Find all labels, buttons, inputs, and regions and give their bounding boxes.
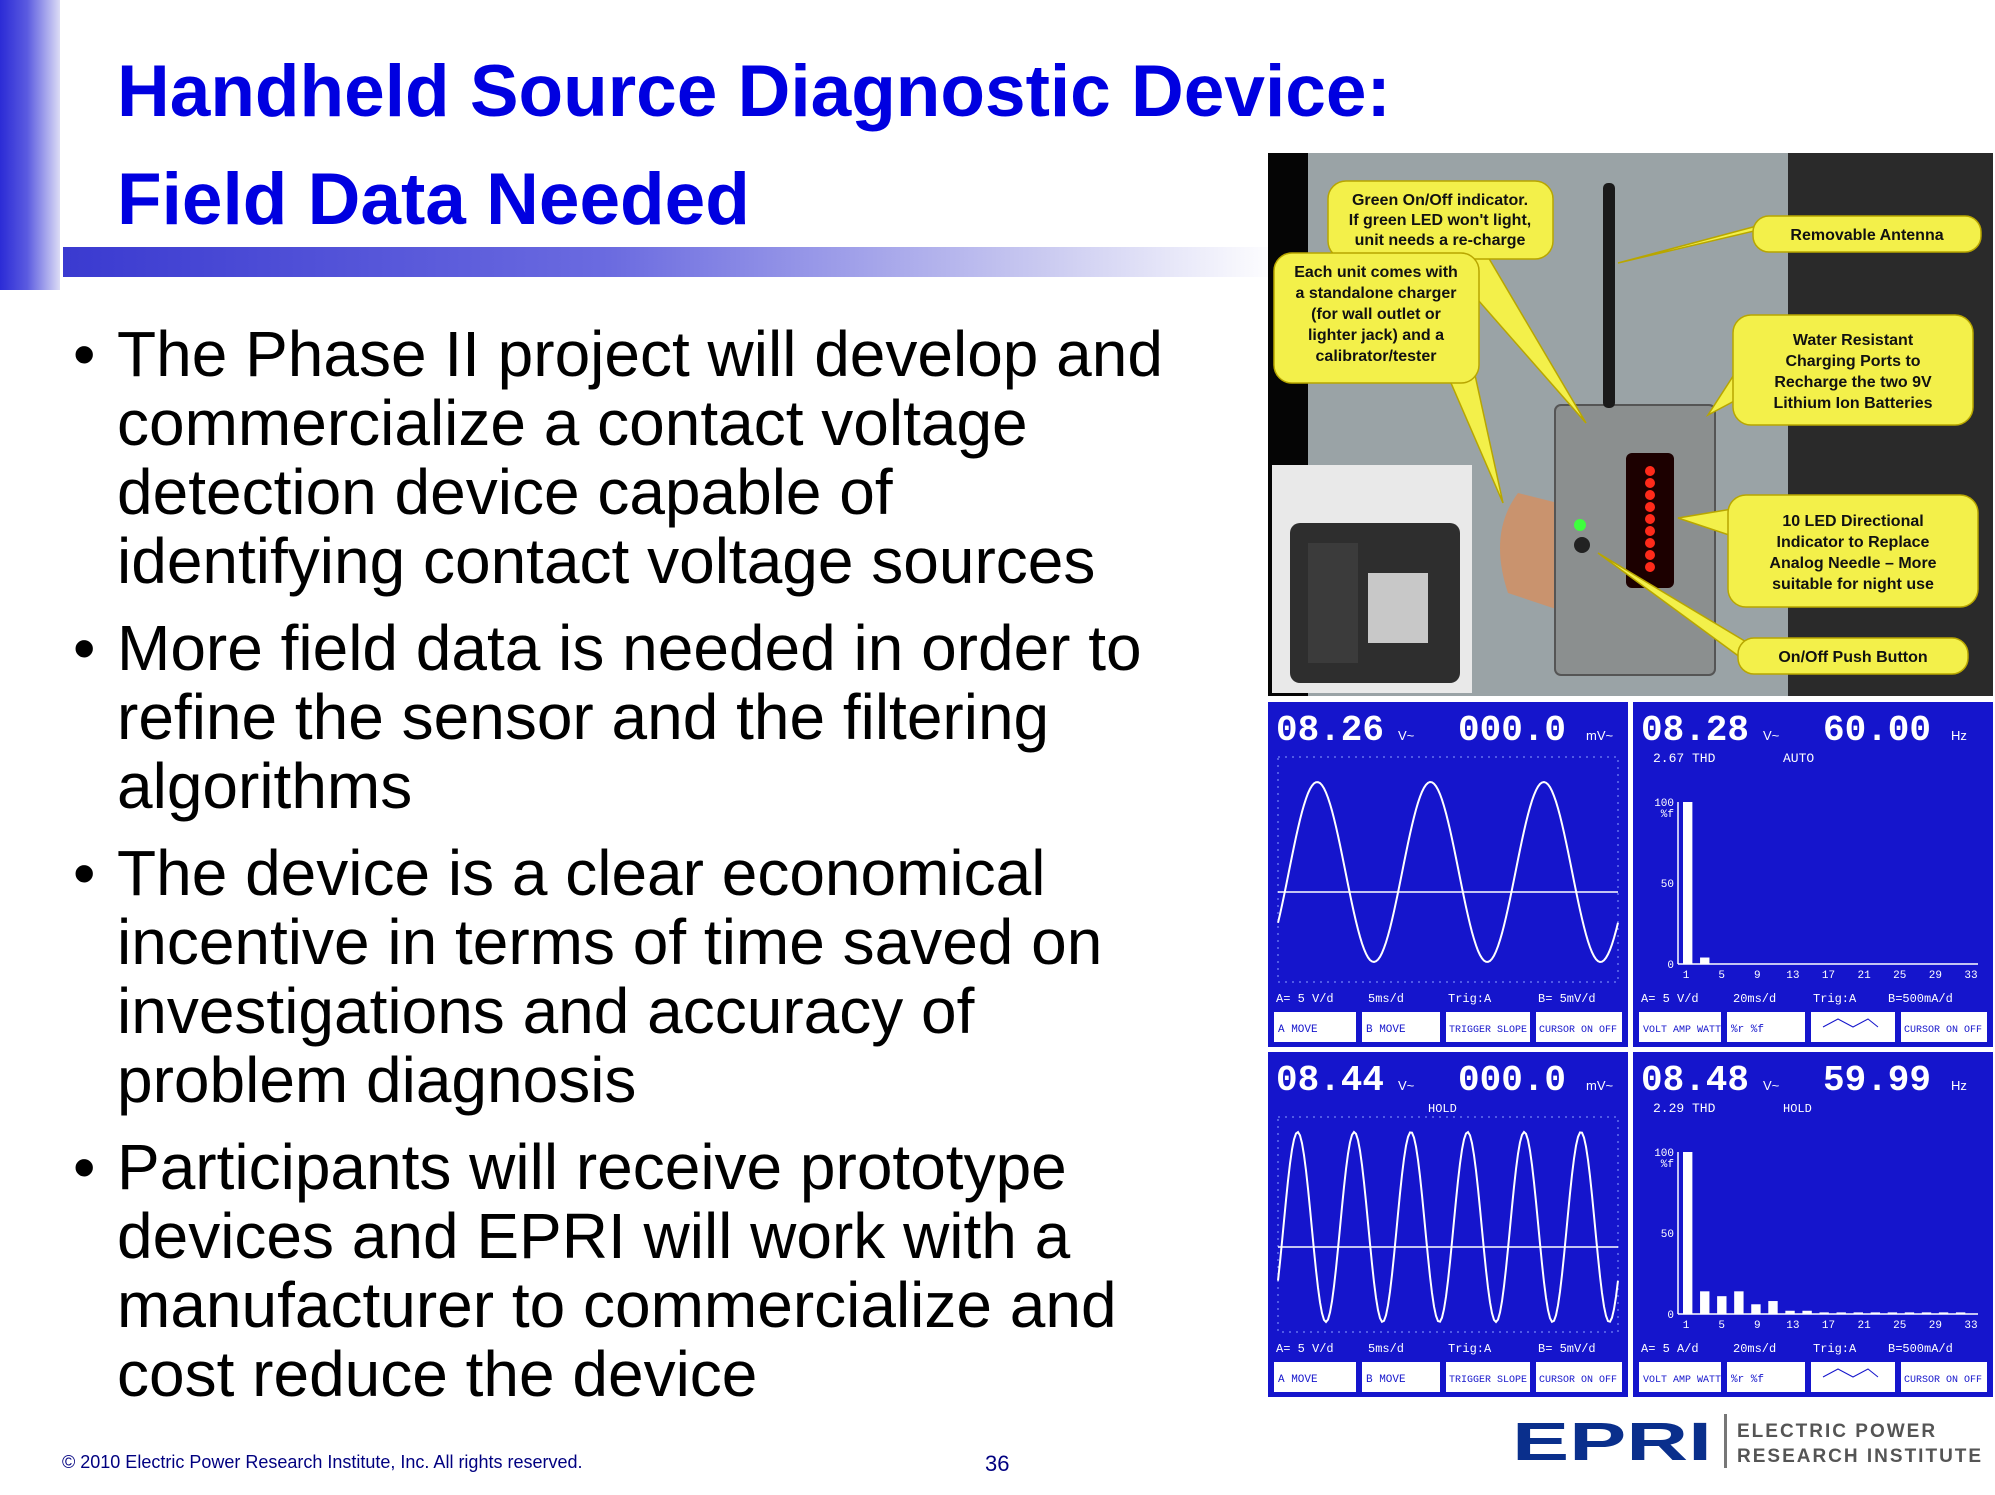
unit-b: Hz	[1951, 728, 1967, 743]
footer-scale-a: A= 5 V/d	[1276, 1342, 1334, 1356]
x-tick-label: 33	[1964, 1320, 1978, 1332]
callout-charger-4: lighter jack) and a	[1307, 327, 1445, 344]
footer-scale-b: B=500mA/d	[1888, 1342, 1953, 1356]
footer-scale-a: A= 5 V/d	[1276, 992, 1334, 1006]
harmonic-bar	[1956, 1312, 1965, 1314]
softkey-row	[1639, 1012, 1987, 1042]
reading-a: 08.44	[1276, 1060, 1385, 1101]
harmonic-bar	[1751, 1304, 1760, 1314]
unit-b: Hz	[1951, 1078, 1967, 1093]
callout-led-indicator-2: Indicator to Replace	[1776, 534, 1930, 551]
softkey-1[interactable]: A MOVE	[1278, 1374, 1318, 1386]
footer-trigger: Trig:A	[1813, 1342, 1857, 1356]
scope-screen-waveform-1	[1268, 702, 1628, 1047]
x-tick-label: 33	[1964, 970, 1978, 982]
y-unit-label: %f	[1660, 1159, 1674, 1171]
softkey-4[interactable]: CURSOR ON OFF	[1904, 1375, 1983, 1386]
harmonic-bar	[1683, 802, 1692, 964]
unit-b: mV~	[1586, 728, 1614, 743]
copyright-notice: © 2010 Electric Power Research Institute, Inc. All rights reserved.	[62, 1452, 583, 1472]
page-number: 36	[985, 1451, 1010, 1476]
epri-logo	[1512, 1410, 1984, 1472]
waveform-trace	[1278, 782, 1618, 962]
title-line-2: Field Data Needed	[117, 159, 750, 240]
callout-charger-1: Each unit comes with	[1294, 264, 1458, 281]
softkey-row	[1639, 1362, 1987, 1392]
y-tick-label: 50	[1660, 1229, 1674, 1241]
slide-title	[117, 38, 1391, 254]
reading-a: 08.28	[1641, 710, 1750, 751]
harmonic-bar	[1819, 1312, 1828, 1314]
harmonic-bar	[1717, 1296, 1726, 1314]
device-photo	[1268, 153, 1993, 696]
x-tick-label: 1	[1682, 970, 1690, 982]
callout-antenna: Removable Antenna	[1790, 227, 1944, 244]
callout-power-led-2: If green LED won't light,	[1348, 212, 1532, 229]
reading-a: 08.26	[1276, 710, 1385, 751]
harmonic-bar	[1905, 1312, 1914, 1314]
footer-scale-b: B= 5mV/d	[1538, 992, 1596, 1006]
device-photo-illustration	[1268, 153, 1993, 696]
callout-push-button: On/Off Push Button	[1778, 649, 1928, 666]
unit-a: V~	[1763, 1078, 1780, 1093]
x-tick-label: 21	[1857, 1320, 1871, 1332]
softkey-2[interactable]: B MOVE	[1366, 1024, 1406, 1036]
x-tick-label: 21	[1857, 970, 1871, 982]
softkey-4[interactable]: CURSOR ON OFF	[1904, 1025, 1983, 1036]
x-tick-label: 29	[1928, 1320, 1942, 1332]
x-tick-label: 13	[1786, 970, 1800, 982]
reading-b: 59.99	[1823, 1060, 1932, 1101]
callout-led-indicator-3: Analog Needle – More	[1769, 555, 1937, 572]
softkey-2[interactable]: %r %f	[1731, 1374, 1765, 1386]
softkey-row	[1274, 1012, 1622, 1042]
x-tick-label: 25	[1893, 970, 1907, 982]
callout-charger-2: a standalone charger	[1295, 285, 1457, 302]
power-led-icon	[1574, 519, 1586, 531]
logo-line-2: RESEARCH INSTITUTE	[1737, 1446, 1984, 1467]
harmonic-bar	[1837, 1312, 1846, 1314]
x-tick-label: 17	[1821, 970, 1836, 982]
bullet-item: • More field data is needed in order to refine the sensor and the filtering algorithms	[65, 614, 1185, 821]
harmonic-bar	[1700, 958, 1709, 964]
callout-power-led-1: Green On/Off indicator.	[1351, 192, 1529, 209]
softkey-4[interactable]: CURSOR ON OFF	[1539, 1025, 1618, 1036]
bullet-list	[65, 320, 1185, 1427]
x-tick-label: 9	[1753, 970, 1761, 982]
callout-charging-ports-3: Recharge the two 9V	[1774, 374, 1932, 391]
x-tick-label: 17	[1821, 1320, 1836, 1332]
y-tick-label: 50	[1660, 879, 1674, 891]
softkey-1[interactable]: A MOVE	[1278, 1024, 1318, 1036]
unit-b: mV~	[1586, 1078, 1614, 1093]
y-tick-label: 100	[1654, 798, 1674, 810]
x-tick-label: 29	[1928, 970, 1942, 982]
reading-a: 08.48	[1641, 1060, 1750, 1101]
softkey-4[interactable]: CURSOR ON OFF	[1539, 1375, 1618, 1386]
footer-trigger: Trig:A	[1448, 1342, 1492, 1356]
left-accent-bar	[0, 0, 60, 290]
title-line-1: Handheld Source Diagnostic Device:	[117, 51, 1391, 132]
footer-scale-b: B=500mA/d	[1888, 992, 1953, 1006]
footer-timebase: 20ms/d	[1733, 1342, 1777, 1356]
harmonic-bar	[1871, 1312, 1880, 1314]
callout-power-led-3: unit needs a re-charge	[1354, 232, 1526, 249]
harmonic-bar	[1888, 1312, 1897, 1314]
logo-mark: EPRI	[1512, 1412, 1712, 1472]
harmonic-bar	[1734, 1291, 1743, 1314]
x-tick-label: 13	[1786, 1320, 1800, 1332]
footer-trigger: Trig:A	[1813, 992, 1857, 1006]
harmonic-bar	[1683, 1152, 1692, 1314]
softkey-2[interactable]: %r %f	[1731, 1024, 1765, 1036]
thd-readout: 2.67 THD	[1653, 751, 1716, 766]
scope-screen-waveform-2	[1268, 1052, 1628, 1397]
unit-a: V~	[1398, 728, 1415, 743]
reading-b: 60.00	[1823, 710, 1932, 751]
harmonic-bar	[1802, 1311, 1811, 1314]
footer-timebase: 5ms/d	[1368, 1342, 1405, 1356]
scope-screen-harmonics-1	[1633, 702, 1993, 1047]
callout-led-indicator-4: suitable for night use	[1772, 576, 1934, 593]
callout-charging-ports-1: Water Resistant	[1792, 332, 1914, 349]
x-tick-label: 5	[1718, 970, 1725, 982]
softkey-2[interactable]: B MOVE	[1366, 1374, 1406, 1386]
harmonic-bar	[1939, 1312, 1948, 1314]
harmonics-plot	[1654, 1148, 1978, 1332]
footer-trigger: Trig:A	[1448, 992, 1492, 1006]
mode-badge: AUTO	[1783, 751, 1815, 766]
callout-charger-3: (for wall outlet or	[1311, 306, 1441, 323]
waveform-trace	[1278, 1132, 1618, 1322]
x-tick-label: 5	[1718, 1320, 1725, 1332]
unit-a: V~	[1398, 1078, 1415, 1093]
harmonic-bar	[1854, 1312, 1863, 1314]
scope-screens-grid	[1268, 702, 1993, 1397]
bullet-item: • The device is a clear economical incentive in terms of time saved on investigations and accuracy of problem diagnosis	[65, 839, 1185, 1115]
reading-b: 000.0	[1458, 710, 1567, 751]
harmonic-bar	[1922, 1312, 1931, 1314]
footer-timebase: 5ms/d	[1368, 992, 1405, 1006]
softkey-3[interactable]: TRIGGER SLOPE	[1449, 1375, 1528, 1386]
softkey-1[interactable]: VOLT AMP WATT	[1643, 1375, 1722, 1386]
x-tick-label: 25	[1893, 1320, 1907, 1332]
y-tick-label: 100	[1654, 1148, 1674, 1160]
callout-charging-ports-2: Charging Ports to	[1785, 353, 1921, 370]
logo-line-1: ELECTRIC POWER	[1737, 1421, 1938, 1442]
callout-led-indicator-1: 10 LED Directional	[1782, 513, 1924, 530]
softkey-row	[1274, 1362, 1622, 1392]
footer-scale-b: B= 5mV/d	[1538, 1342, 1596, 1356]
callout-charging-ports-4: Lithium Ion Batteries	[1773, 395, 1933, 412]
harmonic-bar	[1700, 1291, 1709, 1314]
bullet-item: • The Phase II project will develop and commercialize a contact voltage detection device capable of identifying contact voltage sources	[65, 320, 1185, 596]
thd-readout: 2.29 THD	[1653, 1101, 1716, 1116]
unit-a: V~	[1763, 728, 1780, 743]
trace-a	[1278, 1132, 1618, 1322]
callout-charger-5: calibrator/tester	[1315, 348, 1437, 365]
trace-a	[1278, 782, 1618, 962]
harmonic-bar	[1785, 1311, 1794, 1314]
harmonic-bar	[1768, 1301, 1777, 1314]
bullet-item: • Participants will receive prototype devices and EPRI will work with a manufacturer to commercialize and cost reduce the device	[65, 1133, 1185, 1409]
hold-badge: HOLD	[1783, 1102, 1812, 1116]
y-tick-label: 0	[1667, 1310, 1674, 1322]
footer-scale-a: A= 5 A/d	[1641, 1342, 1699, 1356]
softkey-1[interactable]: VOLT AMP WATT	[1643, 1025, 1722, 1036]
footer-scale-a: A= 5 V/d	[1641, 992, 1699, 1006]
y-tick-label: 0	[1667, 960, 1674, 972]
x-tick-label: 9	[1753, 1320, 1761, 1332]
scope-screen-harmonics-2	[1633, 1052, 1993, 1397]
x-tick-label: 1	[1682, 1320, 1690, 1332]
softkey-3[interactable]: TRIGGER SLOPE	[1449, 1025, 1528, 1036]
harmonics-plot	[1654, 798, 1978, 982]
hold-badge: HOLD	[1428, 1102, 1457, 1116]
footer-timebase: 20ms/d	[1733, 992, 1777, 1006]
y-unit-label: %f	[1660, 809, 1674, 821]
reading-b: 000.0	[1458, 1060, 1567, 1101]
